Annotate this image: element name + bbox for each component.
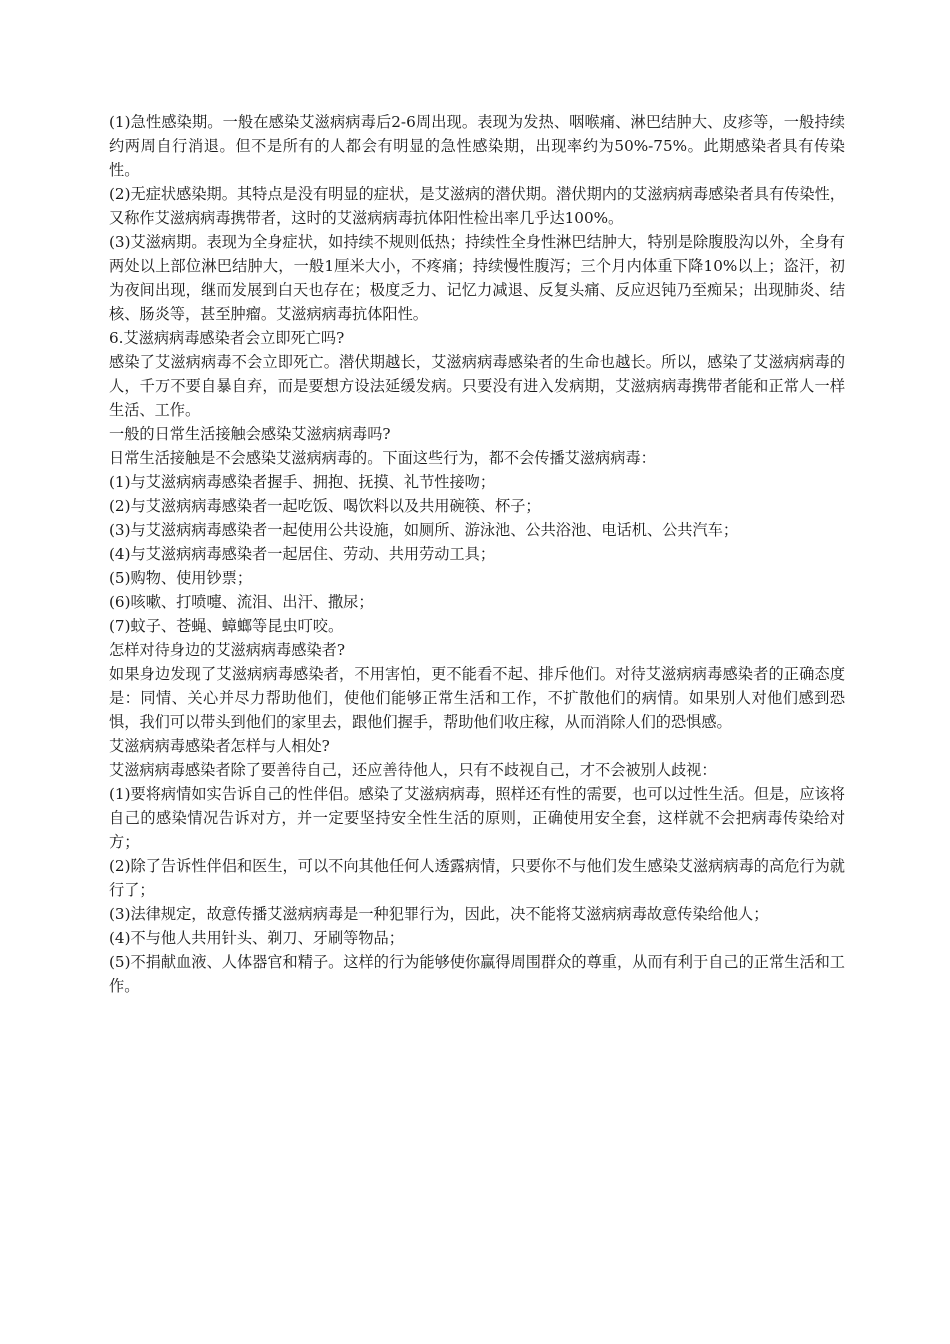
list-item-contact-7: (7)蚊子、苍蝇、蟑螂等昆虫叮咬。 — [109, 617, 344, 635]
list-item-contact-4: (4)与艾滋病病毒感染者一起居住、劳动、共用劳动工具； — [109, 545, 496, 563]
list-item-get-along-4: (4)不与他人共用针头、剃刀、牙刷等物品； — [109, 929, 404, 947]
heading-immediate-death: 6.艾滋病病毒感染者会立即死亡吗? — [109, 329, 345, 347]
paragraph-aids-stage: (3)艾滋病期。表现为全身症状，如持续不规则低热；持续性全身性淋巴结肿大，特别是除腹股沟以外，全身有两处以上部位淋巴结肿大，一般1厘米大小，不疼痛；持续慢性腹泻；三个月内体重下降10%以上；盗汗，初为夜间出现，继而发展到白天也存在；极度乏力、记忆力减退、反复头痛、反应迟钝乃至痴呆；出现肺炎、结核、肠炎等，甚至肿瘤。艾滋病病毒抗体阳性。 — [109, 233, 845, 323]
paragraph-treat-infected-answer: 如果身边发现了艾滋病病毒感染者，不用害怕，更不能看不起、排斥他们。对待艾滋病病毒感染者的正确态度是：同情、关心并尽力帮助他们，使他们能够正常生活和工作，不扩散他们的病情。如果别人对他们感到恐惧，我们可以带头到他们的家里去，跟他们握手，帮助他们收庄稼，从而消除人们的恐惧感。 — [109, 665, 845, 731]
paragraph-asymptomatic-stage: (2)无症状感染期。其特点是没有明显的症状，是艾滋病的潜伏期。潜伏期内的艾滋病病毒感染者具有传染性，又称作艾滋病病毒携带者，这时的艾滋病病毒抗体阳性检出率几乎达100%。 — [109, 185, 845, 227]
list-item-get-along-5: (5)不捐献血液、人体器官和精子。这样的行为能够使你赢得周围群众的尊重，从而有利于自己的正常生活和工作。 — [109, 953, 845, 995]
paragraph-acute-stage: (1)急性感染期。一般在感染艾滋病病毒后2-6周出现。表现为发热、咽喉痛、淋巴结肿大、皮疹等，一般持续约两周自行消退。但不是所有的人都会有明显的急性感染期，出现率约为50%-75%。此期感染者具有传染性。 — [109, 113, 845, 179]
list-item-contact-5: (5)购物、使用钞票； — [109, 569, 253, 587]
paragraph-get-along-intro: 艾滋病病毒感染者除了要善待自己，还应善待他人，只有不歧视自己，才不会被别人歧视： — [109, 761, 717, 779]
list-item-contact-1: (1)与艾滋病病毒感染者握手、拥抱、抚摸、礼节性接吻； — [109, 473, 496, 491]
list-item-get-along-2: (2)除了告诉性伴侣和医生，可以不向其他任何人透露病情，只要你不与他们发生感染艾滋病病毒的高危行为就行了； — [109, 857, 845, 899]
paragraph-immediate-death-answer: 感染了艾滋病病毒不会立即死亡。潜伏期越长，艾滋病病毒感染者的生命也越长。所以，感染了艾滋病病毒的人，千万不要自暴自弃，而是要想方设法延缓发病。只要没有进入发病期，艾滋病病毒携带者能和正常人一样生活、工作。 — [109, 353, 845, 419]
paragraph-daily-contact-answer: 日常生活接触是不会感染艾滋病病毒的。下面这些行为，都不会传播艾滋病病毒： — [109, 449, 656, 467]
list-item-get-along-1: (1)要将病情如实告诉自己的性伴侣。感染了艾滋病病毒，照样还有性的需要，也可以过性生活。但是，应该将自己的感染情况告诉对方，并一定要坚持安全性生活的原则，正确使用安全套，这样就不会把病毒传染给对方； — [109, 785, 845, 851]
heading-daily-contact: 一般的日常生活接触会感染艾滋病病毒吗? — [109, 425, 391, 443]
list-item-contact-3: (3)与艾滋病病毒感染者一起使用公共设施，如厕所、游泳池、公共浴池、电话机、公共汽车； — [109, 521, 739, 539]
heading-get-along: 艾滋病病毒感染者怎样与人相处? — [109, 737, 330, 755]
list-item-contact-2: (2)与艾滋病病毒感染者一起吃饭、喝饮料以及共用碗筷、杯子； — [109, 497, 541, 515]
heading-treat-infected: 怎样对待身边的艾滋病病毒感染者? — [109, 641, 345, 659]
list-item-get-along-3: (3)法律规定，故意传播艾滋病病毒是一种犯罪行为，因此，决不能将艾滋病病毒故意传染给他人； — [109, 905, 769, 923]
list-item-contact-6: (6)咳嗽、打喷嚏、流泪、出汗、撒尿； — [109, 593, 374, 611]
document-body — [109, 110, 845, 998]
